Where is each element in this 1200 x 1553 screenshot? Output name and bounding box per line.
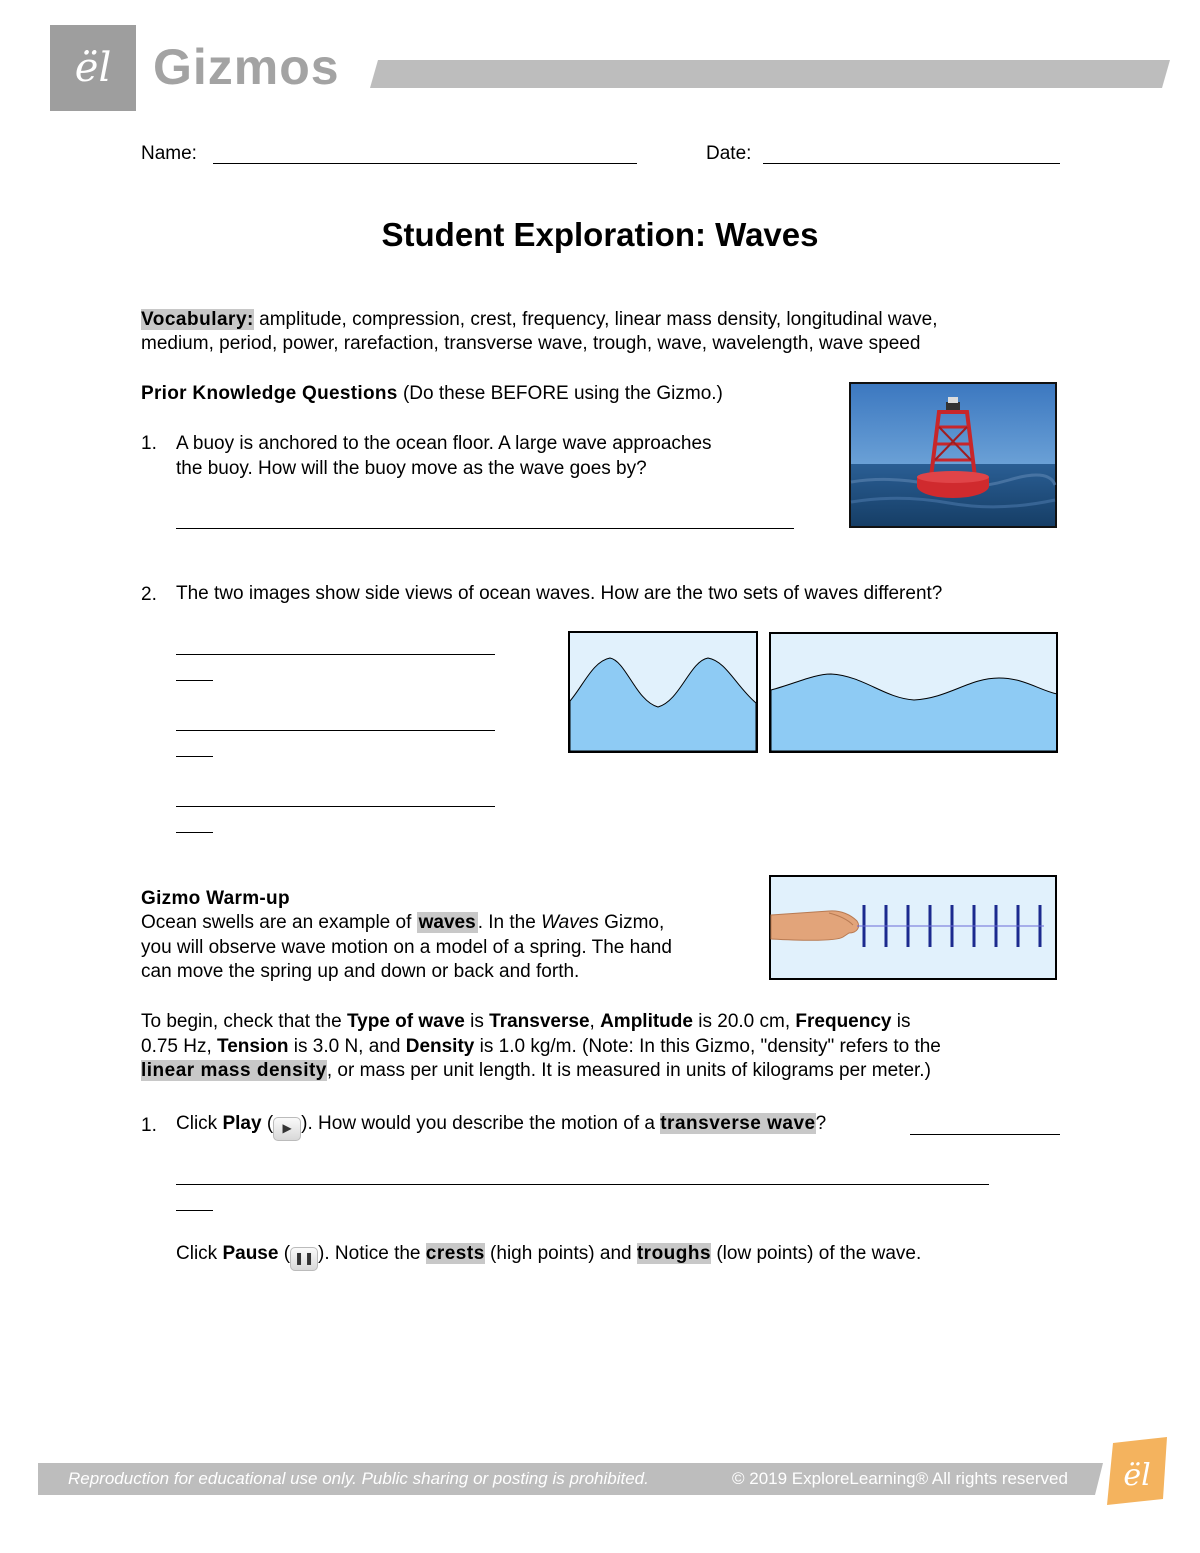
setting-density: Density [405,1035,475,1057]
pause-instruction [176,1243,921,1271]
prior-knowledge-heading-row [141,383,723,405]
warmup-p2-text: is 3.0 N, and [288,1035,406,1057]
term-transverse-wave: transverse wave [660,1113,816,1134]
answer-line-warmup-q1-tail[interactable] [176,1210,213,1211]
warmup-p2-text: 0.75 Hz, [141,1035,218,1057]
answer-line-q2-c-tail[interactable] [176,832,213,833]
footer-logo [1105,1437,1171,1507]
warmup-p2-text: is [891,1011,911,1032]
name-label: Name: [141,143,197,164]
warmup-p2-text: is 1.0 kg/m. (Note: In this Gizmo, "density" refers to the [474,1035,941,1057]
warmup-q1-text: Click [176,1113,223,1134]
question-1-line1: A buoy is anchored to the ocean floor. A large wave approaches [176,433,712,454]
name-field[interactable] [213,163,637,164]
warmup-paragraph-1 [141,911,761,985]
answer-line-warmup-q1[interactable] [176,1184,989,1185]
warmup-p2-text: , [589,1011,601,1032]
warmup-question-1-text [176,1113,826,1141]
question-1-text [176,432,816,481]
pause-text: ( [278,1243,291,1264]
pause-text: (high points) and [484,1243,637,1264]
answer-line-q2-b-tail[interactable] [176,756,213,757]
question-2-text: The two images show side views of ocean waves. How are the two sets of waves different? [176,583,943,604]
prior-knowledge-heading: Prior Knowledge Questions [141,383,398,404]
gizmo-name: Waves [541,912,599,933]
answer-line-q2-b[interactable] [176,730,495,731]
warmup-question-1-number: 1. [141,1115,157,1136]
pause-text: Click [176,1243,223,1264]
warmup-p1-text: Ocean swells are an example of [141,912,417,933]
gizmos-logo [50,25,136,111]
question-1-number: 1. [141,433,157,454]
answer-line-q2-a-tail[interactable] [176,680,213,681]
setting-transverse: Transverse [489,1011,590,1032]
logo-mark: ël [74,45,112,91]
warmup-q1-text: ). How would you describe the motion of a [301,1113,661,1134]
footer-logo-mark: ël [1123,1458,1151,1493]
pause-label: Pause [222,1243,279,1264]
warmup-paragraph-2 [141,1010,1066,1084]
warmup-p2-text: , or mass per unit length. It is measured in units of kilograms per meter.) [326,1060,931,1081]
spring-model-image [769,875,1057,980]
term-troughs: troughs [636,1243,712,1264]
warmup-p2-text: is 20.0 cm, [692,1011,796,1032]
play-icon: ▶ [273,1117,301,1141]
answer-line-warmup-q1-inline[interactable] [910,1134,1060,1135]
setting-tension: Tension [217,1035,289,1057]
date-field[interactable] [763,163,1060,164]
term-crests: crests [425,1243,485,1264]
steep-waves-image [568,631,758,753]
answer-line-q1[interactable] [176,528,794,529]
page-title: Student Exploration: Waves [381,216,819,253]
setting-frequency: Frequency [795,1011,892,1032]
warmup-q1-text: ( [261,1113,274,1134]
warmup-p2-text: is [464,1011,490,1032]
footer-notice: Reproduction for educational use only. Public sharing or posting is prohibited. [68,1469,649,1488]
brand-name: Gizmos [153,39,340,95]
answer-line-q2-a[interactable] [176,654,495,655]
term-waves: waves [418,912,476,933]
date-label: Date: [706,143,752,164]
pause-text: (low points) of the wave. [711,1243,922,1264]
vocabulary-words-line1: amplitude, compression, crest, frequency, linear mass density, longitudinal wave, [259,309,938,330]
warmup-q1-text: ? [815,1113,827,1134]
footer-copyright: © 2019 ExploreLearning® All rights reserved [732,1469,1068,1488]
answer-line-q2-c[interactable] [176,806,495,807]
term-linear-mass-density: linear mass density [141,1060,327,1081]
buoy-photo [849,382,1057,528]
vocabulary-section [141,308,1061,356]
question-2-number: 2. [141,584,157,605]
warmup-p2-text: To begin, check that the [141,1011,347,1032]
warmup-p1-line2: you will observe wave motion on a model of a spring. The hand [141,936,672,958]
vocabulary-words-line2: medium, period, power, rarefaction, transverse wave, trough, wave, wavelength, wave speed [141,333,921,354]
warmup-p1-line3: can move the spring up and down or back and forth. [141,961,580,982]
gentle-waves-image [769,632,1058,753]
pause-text: ). Notice the [318,1243,426,1264]
pause-icon: ❚❚ [290,1247,318,1271]
warmup-p1-text: Gizmo, [598,912,665,933]
question-1-line2: the buoy. How will the buoy move as the wave goes by? [176,457,647,479]
setting-amplitude: Amplitude [600,1011,693,1032]
warmup-p1-text: . In the [477,912,542,933]
play-label: Play [222,1113,262,1134]
header-bar [370,60,1170,88]
prior-knowledge-note: (Do these BEFORE using the Gizmo.) [402,383,723,404]
warmup-heading: Gizmo Warm-up [141,888,290,909]
vocabulary-label: Vocabulary: [141,309,254,330]
setting-type-of-wave: Type of wave [346,1011,465,1032]
